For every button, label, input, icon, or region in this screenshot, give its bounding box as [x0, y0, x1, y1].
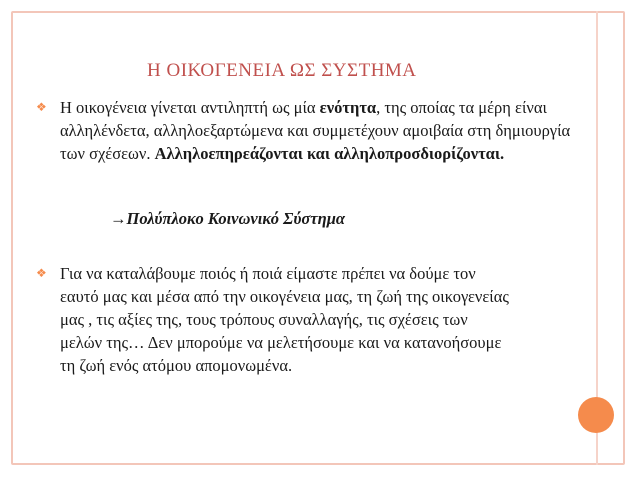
bullet-marker-icon: ❖: [36, 266, 47, 280]
bullet1-text-1: Η οικογένεια γίνεται αντιληπτή ως μία: [60, 98, 320, 117]
bullet-paragraph-2: Για να καταλάβουμε ποιός ή ποιά είμαστε πρέπει να δούμε τον εαυτό μας και μέσα από την οικογένεια μας, τη ζωή της οικογενείας μας , τις αξίες της, τους τρόπους συναλλαγής, τις σχέσεις των μελών της… Δεν μπορούμε να μελετήσουμε και να κατανοήσουμε τη ζωή ενός ατόμου απομονωμένα.: [60, 264, 509, 375]
sub-point-text: Πολύπλοκο Κοινωνικό Σύστημα: [126, 209, 345, 228]
bullet1-bold-1: ενότητα: [319, 98, 377, 117]
arrow-icon: →: [110, 209, 127, 228]
bullet-marker-icon: ❖: [36, 100, 47, 114]
bullet-paragraph-1: [60, 96, 595, 165]
orange-circle-decoration: [578, 397, 614, 433]
bullet1-bold-2: Αλληλοεπηρεάζονται και αλληλοπροσδιορίζονται.: [154, 144, 505, 163]
sub-point: [110, 207, 345, 230]
slide-title: Η ΟΙΚΟΓΕΝΕΙΑ ΩΣ ΣΥΣΤΗΜΑ: [147, 60, 417, 81]
bullet1-text-2: , της οποίας τα μέρη είναι αλληλένδετα, αλληλοεξαρτώμενα και συμμετέχουν αμοιβαία στη δημιουργία των σχέσεων.: [60, 98, 571, 163]
